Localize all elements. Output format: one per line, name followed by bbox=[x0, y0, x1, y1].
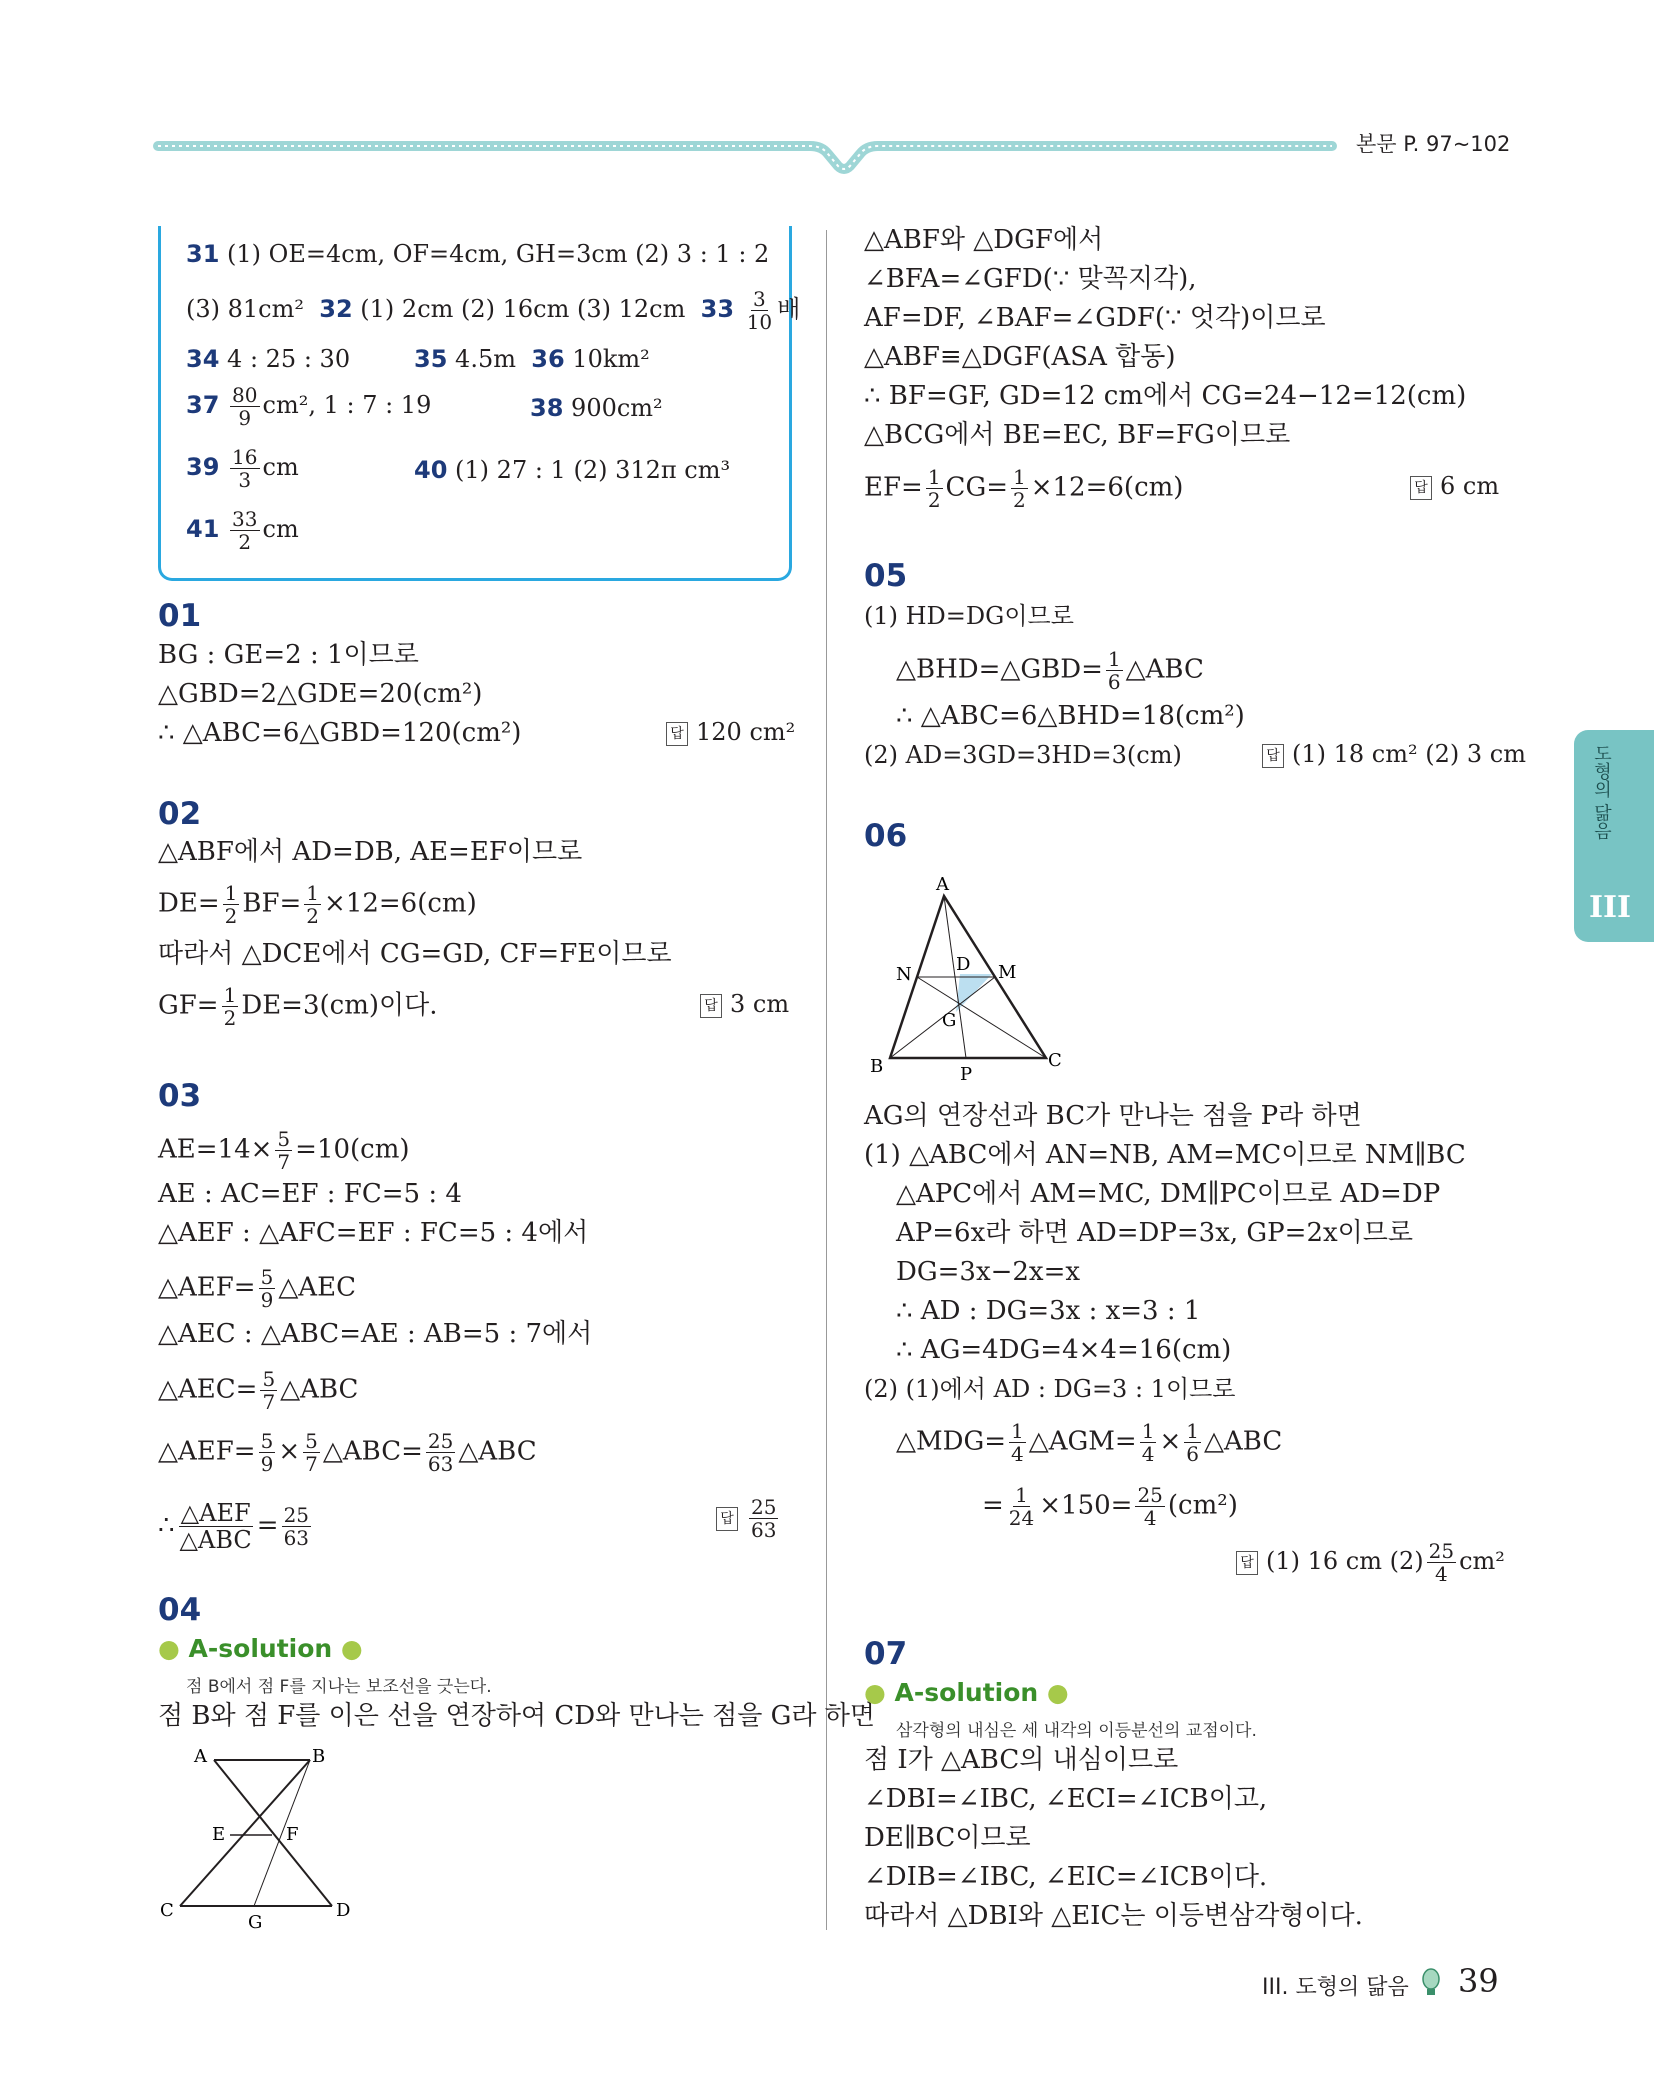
summary-row-4b bbox=[530, 394, 663, 422]
fraction: $\frac{5}{9}$ bbox=[260, 1429, 274, 1476]
a-solution-label: ● A-solution ● bbox=[158, 1634, 363, 1663]
label-C: C bbox=[160, 1900, 174, 1921]
fraction: $\frac{1}{4}$ bbox=[1011, 1419, 1024, 1466]
summary-answer: (1) 2cm (2) 16cm (3) 12cm bbox=[360, 295, 686, 323]
summary-row-5 bbox=[186, 446, 299, 491]
p05-line-2: △BHD=△GBD= $\frac{1}{6}$ △ABC bbox=[896, 647, 1204, 694]
side-tab-label: 도형의 닮음 bbox=[1591, 744, 1612, 840]
summary-answer: 900cm² bbox=[571, 394, 663, 422]
p01-line-3: ∴ △ABC=6△GBD=120(cm²) bbox=[158, 718, 522, 748]
answer-value: (1) 18 cm² (2) 3 cm bbox=[1292, 740, 1526, 768]
problem-06-title: 06 bbox=[864, 818, 908, 854]
fraction: $\frac{33}{2}$ bbox=[232, 507, 258, 554]
fraction: $\frac{1}{2}$ bbox=[223, 983, 237, 1030]
summary-answer: 4.5m bbox=[455, 345, 516, 373]
p06-line-1: AG의 연장선과 BC가 만나는 점을 P라 하면 bbox=[864, 1101, 1362, 1131]
summary-unit: cm bbox=[262, 453, 299, 481]
p06-answer bbox=[1236, 1540, 1505, 1585]
p06-line-2: (1) △ABC에서 AN=NB, AM=MC이므로 NM∥BC bbox=[864, 1140, 1466, 1170]
label-M: M bbox=[998, 962, 1017, 983]
p04r-line-3: AF=DF, ∠BAF=∠GDF(∵ 엇각)이므로 bbox=[864, 303, 1326, 333]
summary-num: 31 bbox=[186, 240, 220, 268]
problem-07-title: 07 bbox=[864, 1636, 908, 1672]
label-P: P bbox=[960, 1064, 973, 1085]
fraction: $\frac{80}{9}$ bbox=[232, 383, 258, 430]
answer-mark: 답 bbox=[1410, 476, 1432, 500]
label-G: G bbox=[942, 1010, 957, 1031]
answer-value: 3 cm bbox=[730, 990, 790, 1018]
fraction: $\frac{1}{24}$ bbox=[1008, 1483, 1035, 1530]
p07-line-5: 따라서 △DBI와 △EIC는 이등변삼각형이다. bbox=[864, 1901, 1363, 1931]
label-G: G bbox=[248, 1912, 263, 1930]
answer-mark: 답 bbox=[700, 994, 722, 1018]
p03-line-8: ∴ $\frac{\text{△AEF}}{\text{△ABC}}$ = $\frac{25}{63}$ bbox=[158, 1499, 310, 1554]
p06-line-6: ∴ AD : DG=3x : x=3 : 1 bbox=[896, 1296, 1201, 1326]
p02-line-3: 따라서 △DCE에서 CG=GD, CF=FE이므로 bbox=[158, 939, 672, 969]
summary-num: 33 bbox=[700, 295, 735, 323]
p06-line-3: △APC에서 AM=MC, DM∥PC이므로 AD=DP bbox=[896, 1179, 1441, 1209]
answer-value: 6 cm bbox=[1440, 472, 1500, 500]
p06-line-7: ∴ AG=4DG=4×4=16(cm) bbox=[896, 1335, 1232, 1365]
problem-04-title: 04 bbox=[158, 1592, 202, 1628]
p03-line-1: AE=14× $\frac{5}{7}$ =10(cm) bbox=[158, 1127, 410, 1174]
label-B: B bbox=[312, 1746, 326, 1767]
answer-mark: 답 bbox=[1236, 1551, 1258, 1575]
p06-line-10: = $\frac{1}{24}$ ×150= $\frac{25}{4}$ (cm²) bbox=[982, 1483, 1238, 1530]
p06-figure bbox=[860, 866, 1080, 1086]
p04r-line-2: ∠BFA=∠GFD(∵ 맞꼭지각), bbox=[864, 264, 1197, 294]
page-ref: 본문 P. 97~102 bbox=[1356, 132, 1511, 156]
p07-line-2: ∠DBI=∠IBC, ∠ECI=∠ICB이고, bbox=[864, 1784, 1268, 1814]
p03-line-5: △AEC : △ABC=AE : AB=5 : 7에서 bbox=[158, 1319, 593, 1349]
p04r-line-5: ∴ BF=GF, GD=12 cm에서 CG=24−12=12(cm) bbox=[864, 381, 1467, 411]
summary-unit: cm bbox=[262, 515, 299, 543]
fraction: $\frac{\text{△AEF}}{\text{△ABC}}$ bbox=[179, 1499, 252, 1554]
p04-line-1: 점 B와 점 F를 이은 선을 연장하여 CD와 만나는 점을 G라 하면 bbox=[158, 1701, 876, 1731]
label-F: F bbox=[286, 1824, 299, 1845]
label-E: E bbox=[212, 1824, 226, 1845]
label-C: C bbox=[1048, 1050, 1062, 1071]
summary-num: 40 bbox=[414, 456, 448, 484]
p04r-line-4: △ABF≡△DGF(ASA 합동) bbox=[864, 342, 1176, 372]
summary-row-6 bbox=[186, 508, 299, 553]
answer-value: (1) 16 cm (2) bbox=[1266, 1547, 1424, 1575]
p06-line-5: DG=3x−2x=x bbox=[896, 1257, 1081, 1287]
problem-03-title: 03 bbox=[158, 1078, 202, 1114]
column-divider bbox=[826, 230, 827, 1930]
fraction: $\frac{25}{4}$ bbox=[1428, 1539, 1455, 1586]
problem-05-title: 05 bbox=[864, 558, 908, 594]
summary-answer: (3) 81cm² bbox=[186, 295, 304, 323]
p05-line-3: ∴ △ABC=6△BHD=18(cm²) bbox=[896, 701, 1245, 731]
dot-icon: ● bbox=[1046, 1678, 1069, 1707]
fraction: $\frac{1}{6}$ bbox=[1186, 1419, 1199, 1466]
p02-line-1: △ABF에서 AD=DB, AE=EF이므로 bbox=[158, 837, 583, 867]
summary-answer: 4 : 25 : 30 bbox=[227, 345, 351, 373]
answer-mark: 답 bbox=[716, 1507, 738, 1531]
summary-num: 41 bbox=[186, 515, 220, 543]
fraction: $\frac{5}{7}$ bbox=[277, 1127, 291, 1174]
summary-row-3b bbox=[414, 345, 650, 373]
p07-line-1: 점 I가 △ABC의 내심이므로 bbox=[864, 1745, 1179, 1775]
summary-row-1 bbox=[186, 240, 769, 268]
fraction: $\frac{25}{63}$ bbox=[427, 1429, 454, 1476]
p07-hint: 삼각형의 내심은 세 내각의 이등분선의 교점이다. bbox=[896, 1721, 1257, 1741]
p04-figure bbox=[150, 1740, 370, 1930]
fraction: $\frac{25}{63}$ bbox=[751, 1495, 777, 1542]
summary-row-3 bbox=[186, 345, 350, 373]
p06-line-9: △MDG= $\frac{1}{4}$ △AGM= $\frac{1}{4}$ × $\frac{1}{6}$ △ABC bbox=[896, 1419, 1283, 1466]
fraction: $\frac{16}{3}$ bbox=[232, 445, 258, 492]
a-solution-label: ● A-solution ● bbox=[864, 1678, 1069, 1707]
answer-mark: 답 bbox=[1262, 744, 1284, 768]
p05-line-1: (1) HD=DG이므로 bbox=[864, 602, 1074, 630]
p05-answer bbox=[1262, 740, 1526, 768]
summary-num: 38 bbox=[530, 394, 564, 422]
summary-num: 39 bbox=[186, 453, 220, 481]
summary-row-4 bbox=[186, 384, 431, 429]
summary-num: 34 bbox=[186, 345, 220, 373]
fraction: $\frac{5}{7}$ bbox=[262, 1367, 276, 1414]
fraction: $\frac{1}{2}$ bbox=[224, 881, 238, 928]
fraction: $\frac{1}{6}$ bbox=[1107, 647, 1121, 694]
dot-icon: ● bbox=[158, 1634, 180, 1663]
p03-line-4: △AEF= $\frac{5}{9}$ △AEC bbox=[158, 1265, 356, 1312]
summary-num: 35 bbox=[414, 345, 448, 373]
fraction: $\frac{5}{9}$ bbox=[260, 1265, 274, 1312]
p03-line-6: △AEC= $\frac{5}{7}$ △ABC bbox=[158, 1367, 359, 1414]
segment-AD bbox=[214, 1760, 332, 1906]
label-A: A bbox=[194, 1746, 207, 1767]
summary-answer: (1) OE=4cm, OF=4cm, GH=3cm (2) 3 : 1 : 2 bbox=[227, 240, 770, 268]
p04-hint: 점 B에서 점 F를 지나는 보조선을 긋는다. bbox=[186, 1677, 492, 1697]
p03-line-3: △AEF : △AFC=EF : FC=5 : 4에서 bbox=[158, 1218, 589, 1248]
summary-answer: 10km² bbox=[572, 345, 650, 373]
p03-line-7: △AEF= $\frac{5}{9}$ × $\frac{5}{7}$ △ABC= $\frac{25}{63}$ △ABC bbox=[158, 1429, 537, 1476]
p07-line-3: DE∥BC이므로 bbox=[864, 1823, 1031, 1853]
summary-num: 32 bbox=[319, 295, 353, 323]
summary-num: 36 bbox=[531, 345, 565, 373]
p06-line-8: (2) (1)에서 AD : DG=3 : 1이므로 bbox=[864, 1375, 1236, 1403]
fraction: $\frac{3}{10}$ bbox=[746, 287, 773, 334]
p01-line-1: BG : GE=2 : 1이므로 bbox=[158, 640, 419, 670]
label-D: D bbox=[336, 1900, 351, 1921]
chapter-side-tab bbox=[1574, 730, 1654, 942]
segment-BG bbox=[254, 1760, 310, 1906]
label-A: A bbox=[936, 874, 949, 895]
answer-unit: cm² bbox=[1459, 1547, 1505, 1575]
summary-answer: (1) 27 : 1 (2) 312π cm³ bbox=[455, 456, 731, 484]
p02-line-2: DE= $\frac{1}{2}$ BF= $\frac{1}{2}$ ×12=6(cm) bbox=[158, 881, 477, 928]
summary-row-5b bbox=[414, 456, 730, 484]
fraction: $\frac{25}{63}$ bbox=[283, 1503, 310, 1550]
median-CN bbox=[917, 977, 1046, 1058]
fraction: $\frac{1}{2}$ bbox=[1013, 465, 1026, 512]
label-N: N bbox=[896, 964, 912, 985]
answer-value: 120 cm² bbox=[696, 718, 796, 746]
p04r-line-1: △ABF와 △DGF에서 bbox=[864, 225, 1104, 255]
problem-01-title: 01 bbox=[158, 598, 202, 634]
fraction: $\frac{1}{2}$ bbox=[306, 881, 320, 928]
fraction: $\frac{25}{4}$ bbox=[1137, 1483, 1163, 1530]
p04r-line-6: △BCG에서 BE=EC, BF=FG이므로 bbox=[864, 420, 1291, 450]
dot-icon: ● bbox=[864, 1678, 886, 1707]
dot-icon: ● bbox=[340, 1634, 363, 1663]
problem-02-title: 02 bbox=[158, 796, 202, 832]
p02-line-4: GF= $\frac{1}{2}$ DE=3(cm)이다. bbox=[158, 983, 438, 1030]
p01-line-2: △GBD=2△GDE=20(cm²) bbox=[158, 679, 483, 709]
p01-answer bbox=[666, 718, 795, 746]
p03-line-2: AE : AC=EF : FC=5 : 4 bbox=[158, 1179, 462, 1209]
p02-answer bbox=[700, 990, 789, 1018]
answer-mark: 답 bbox=[666, 722, 688, 746]
header-band bbox=[150, 130, 1340, 180]
summary-unit: 배 bbox=[777, 295, 801, 323]
label-D: D bbox=[956, 954, 971, 975]
fraction: $\frac{1}{2}$ bbox=[927, 465, 941, 512]
page-number: 39 bbox=[1458, 1962, 1499, 2000]
p03-answer bbox=[716, 1496, 781, 1541]
bulb-icon bbox=[1420, 1968, 1442, 1998]
p06-line-4: AP=6x라 하면 AD=DP=3x, GP=2x이므로 bbox=[896, 1218, 1414, 1248]
p04-answer bbox=[1410, 472, 1499, 500]
fraction: $\frac{1}{4}$ bbox=[1141, 1419, 1155, 1466]
summary-unit: cm², 1 : 7 : 19 bbox=[262, 391, 432, 419]
side-tab-roman: III bbox=[1588, 890, 1632, 925]
p05-line-4: (2) AD=3GD=3HD=3(cm) bbox=[864, 741, 1182, 769]
summary-num: 37 bbox=[186, 391, 220, 419]
summary-row-2 bbox=[186, 288, 800, 333]
p04r-line-7: EF= $\frac{1}{2}$ CG= $\frac{1}{2}$ ×12=6(cm) bbox=[864, 465, 1184, 512]
p07-line-4: ∠DIB=∠IBC, ∠EIC=∠ICB이다. bbox=[864, 1862, 1268, 1892]
footer-chapter: III. 도형의 닮음 bbox=[1262, 1975, 1409, 2000]
label-B: B bbox=[870, 1056, 884, 1077]
fraction: $\frac{5}{7}$ bbox=[305, 1429, 318, 1476]
